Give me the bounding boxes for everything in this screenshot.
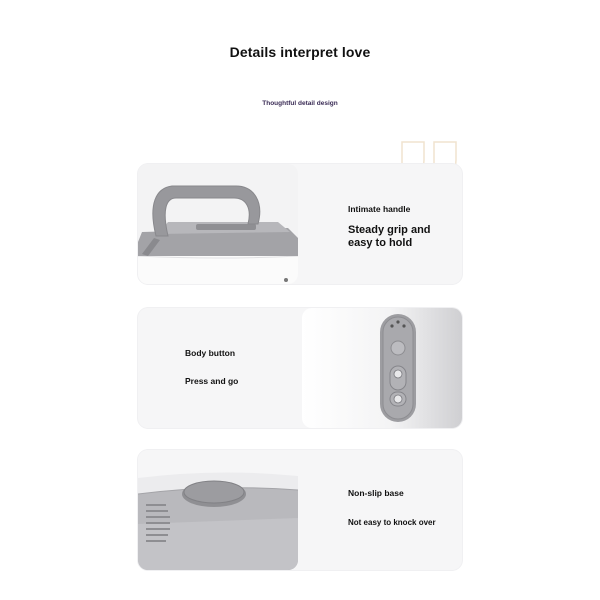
feature-title-base: Non-slip base xyxy=(348,488,404,498)
feature-card-handle xyxy=(138,164,462,284)
feature-title-handle: Intimate handle xyxy=(348,204,411,214)
body-button-product-image xyxy=(302,308,462,428)
base-product-image xyxy=(138,450,298,570)
page-subtitle: Thoughtful detail design xyxy=(262,100,338,107)
feature-desc-button: Press and go xyxy=(185,376,239,386)
feature-card-base xyxy=(138,450,462,570)
feature-desc-handle-line1: Steady grip and xyxy=(348,224,431,236)
handle-product-image xyxy=(138,164,298,284)
feature-title-button: Body button xyxy=(185,348,236,358)
feature-desc-base: Not easy to knock over xyxy=(348,518,436,527)
page-title: Details interpret love xyxy=(229,44,371,60)
feature-card-button xyxy=(138,308,462,428)
feature-desc-handle-line2: easy to hold xyxy=(348,237,413,249)
